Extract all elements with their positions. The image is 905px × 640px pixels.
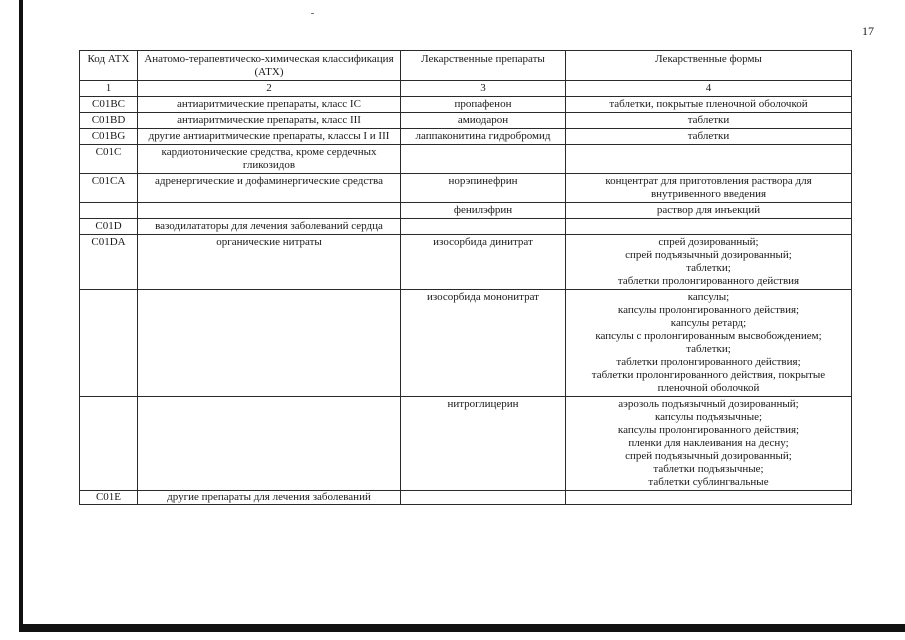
atc-code-cell: C01E: [80, 491, 138, 505]
dosage-form-line: таблетки;: [686, 262, 731, 274]
drug-cell: изосорбида мононитрат: [401, 290, 566, 397]
atc-code-cell: [80, 397, 138, 491]
atc-code-cell: C01DA: [80, 235, 138, 290]
dosage-form-line: таблетки подъязычные;: [653, 463, 764, 475]
dosage-form-line: таблетки, покрытые пленочной оболочкой: [609, 98, 808, 110]
dosage-form-line: пленки для наклеивания на десну;: [628, 437, 789, 449]
dosage-forms-cell: [566, 174, 852, 203]
dosage-form-line: таблетки: [687, 130, 730, 142]
column-number: 2: [138, 81, 401, 97]
drug-cell: амиодарон: [401, 113, 566, 129]
column-number: 3: [401, 81, 566, 97]
atc-code-cell: C01BD: [80, 113, 138, 129]
classification-cell: вазодилататоры для лечения заболеваний сердца: [138, 219, 401, 235]
dosage-forms-cell: [566, 97, 852, 113]
dosage-form-line: таблетки пролонгированного действия;: [616, 356, 801, 368]
atc-code-cell: C01BG: [80, 129, 138, 145]
dosage-form-line: таблетки: [687, 114, 730, 126]
drug-cell: фенилэфрин: [401, 203, 566, 219]
table-row: [80, 97, 852, 113]
classification-cell: антиаритмические препараты, класс IC: [138, 97, 401, 113]
dosage-form-line: капсулы подъязычные;: [654, 411, 763, 423]
classification-cell: антиаритмические препараты, класс III: [138, 113, 401, 129]
table-row: [80, 113, 852, 129]
atc-code-cell: C01BC: [80, 97, 138, 113]
dosage-form-line: капсулы ретард;: [670, 317, 747, 329]
drug-cell: нитроглицерин: [401, 397, 566, 491]
table-row: [80, 174, 852, 203]
classification-cell: адренергические и дофаминергические средства: [138, 174, 401, 203]
header-classification: Анатомо-терапевтическо-химическая классификация (АТХ): [138, 51, 401, 81]
drug-cell: [401, 491, 566, 505]
atc-code-cell: [80, 290, 138, 397]
classification-cell: [138, 290, 401, 397]
classification-cell: другие препараты для лечения заболеваний: [138, 491, 401, 505]
dosage-form-line: аэрозоль подъязычный дозированный;: [618, 398, 799, 410]
drug-cell: изосорбида динитрат: [401, 235, 566, 290]
atc-code-cell: C01D: [80, 219, 138, 235]
dosage-form-line: капсулы;: [687, 291, 730, 303]
scan-speck: [311, 13, 314, 14]
table-row: [80, 203, 852, 219]
dosage-forms-cell: [566, 129, 852, 145]
table-row: [80, 129, 852, 145]
dosage-form-line: таблетки сублингвальные: [648, 476, 769, 488]
column-number-row: [80, 81, 852, 97]
dosage-forms-cell: [566, 491, 852, 505]
header-forms: Лекарственные формы: [566, 51, 852, 81]
header-code: Код АТХ: [80, 51, 138, 81]
dosage-form-line: капсулы пролонгированного действия;: [617, 424, 800, 436]
dosage-forms-cell: [566, 219, 852, 235]
scan-left-border: [19, 0, 23, 632]
dosage-form-line: таблетки пролонгированного действия: [617, 275, 800, 287]
drug-cell: норэпинефрин: [401, 174, 566, 203]
dosage-form-line: спрей дозированный;: [658, 236, 759, 248]
column-number: 1: [80, 81, 138, 97]
classification-cell: органические нитраты: [138, 235, 401, 290]
dosage-form-line: таблетки;: [686, 343, 731, 355]
atc-code-cell: C01CA: [80, 174, 138, 203]
drug-cell: [401, 219, 566, 235]
dosage-forms-cell: [566, 145, 852, 174]
classification-cell: [138, 397, 401, 491]
dosage-forms-cell: [566, 290, 852, 397]
table-row: [80, 491, 852, 505]
header-row: [80, 51, 852, 81]
table-row: [80, 235, 852, 290]
dosage-form-line: спрей подъязычный дозированный;: [625, 249, 792, 261]
header-drugs: Лекарственные препараты: [401, 51, 566, 81]
column-number: 4: [566, 81, 852, 97]
dosage-form-line: таблетки пролонгированного действия, покрытые пленочной оболочкой: [591, 369, 826, 394]
dosage-form-line: капсулы с пролонгированным высвобождением;: [595, 330, 822, 342]
atc-code-cell: [80, 203, 138, 219]
atc-code-cell: C01C: [80, 145, 138, 174]
classification-cell: [138, 203, 401, 219]
classification-cell: кардиотонические средства, кроме сердечных гликозидов: [138, 145, 401, 174]
dosage-form-line: концентрат для приготовления раствора для внутривенного введения: [605, 175, 812, 200]
scan-bottom-border: [19, 624, 905, 632]
dosage-forms-cell: [566, 397, 852, 491]
drug-cell: пропафенон: [401, 97, 566, 113]
dosage-form-line: раствор для инъекций: [656, 204, 761, 216]
dosage-forms-cell: [566, 203, 852, 219]
table-row: [80, 290, 852, 397]
drug-cell: лаппаконитина гидробромид: [401, 129, 566, 145]
table-body: [80, 97, 852, 505]
dosage-form-line: спрей подъязычный дозированный;: [625, 450, 792, 462]
dosage-form-line: капсулы пролонгированного действия;: [617, 304, 800, 316]
table-row: [80, 145, 852, 174]
drug-cell: [401, 145, 566, 174]
classification-cell: другие антиаритмические препараты, классы I и III: [138, 129, 401, 145]
dosage-forms-cell: [566, 235, 852, 290]
table-row: [80, 219, 852, 235]
atc-drug-table: [79, 50, 852, 505]
dosage-forms-cell: [566, 113, 852, 129]
page-number: 17: [862, 24, 874, 38]
table-row: [80, 397, 852, 491]
